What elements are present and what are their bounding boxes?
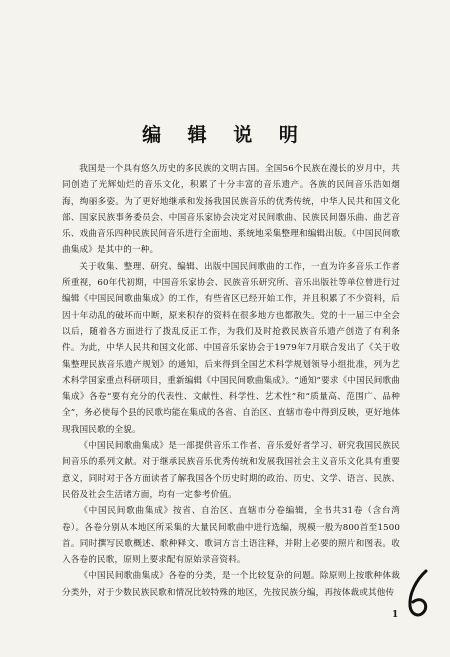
paragraph-2: 关于收集、整理、研究、编辑、出版中国民间歌曲的工作，一直为许多音乐工作者所重视，60年代初期，中国音乐家协会、民族音乐研究所、音乐出版社等单位曾进行过编辑《中国民间歌曲集成》的工作，有些省区已经开始工作，并且积累了不少资料，后因十年动乱的破坏而中断，原来积存的资料在很多地方也都散失。党的十一届三中全会以后，随着各方面进行了拨乱反正工作，为我们及时抢救民族音乐遗产创造了有利条件。为此，中华人民共和国文化部、中国音乐家协会于1979年7月联合发出了《关于收集整理民族音乐遗产规划》的通知，后来得到全国艺术科学规划领导小组批准，列为艺术科学国家重点科研项目，重新编辑《中国民间歌曲集成》。“通知”要求《中国民间歌曲集成》各卷“要有充分的代表性、文献性、科学性、艺术性”和“质量高、范围广、品种全”，务必使每个县的民歌均能在集成的各省、自治区、直辖市卷中得到反映，更好地体现我国民歌的全貌。 <box>62 261 400 435</box>
page-number: 1 <box>392 610 399 620</box>
paragraph-5: 《中国民间歌曲集成》各卷的分类，是一个比较复杂的问题。除原则上按歌种体裁分类外，对于少数民族民歌和情况比较特殊的地区，先按民族分编，再按体裁或其他传 <box>62 571 400 598</box>
handwritten-mark <box>404 568 434 620</box>
paragraph-4: 《中国民间歌曲集成》按省、自治区、直辖市分卷编辑，全书共31卷（含台湾卷）。各卷分别从本地区所采集的大量民间歌曲中进行选编，规模一般为800首至1500首。同时撰写民歌概述、歌种释文、歌词方言土语注释，并附上必要的照片和图表。收入各卷的民歌，原则上要求配有原始录音资料。 <box>62 506 400 566</box>
paragraph-3: 《中国民间歌曲集成》是一部提供音乐工作者、音乐爱好者学习、研究我国民族民间音乐的系列文献。对于继承民族音乐优秀传统和发展我国社会主义音乐文化具有重要意义，同时对于各方面读者了解我国各个历史时期的政治、历史、文学、语言、民族、民俗及社会生活诸方面，均有一定参考价值。 <box>62 441 400 500</box>
page-title: 编 辑 说 明 <box>142 124 308 146</box>
paragraph-1: 我国是一个具有悠久历史的多民族的文明古国。全国56个民族在漫长的岁月中，共同创造了光辉灿烂的音乐文化，积累了十分丰富的音乐遗产。各族的民间音乐浩如烟海，绚丽多姿。为了更好地继承和发扬我国民族音乐的优秀传统，中华人民共和国文化部、国家民族事务委员会、中国音乐家协会决定对民间歌曲、民族民间器乐曲、曲艺音乐、戏曲音乐四种民族民间音乐进行全面地、系统地采集整理和编辑出版。《中国民间歌曲集成》是其中的一种。 <box>62 164 400 256</box>
body-text <box>62 161 400 601</box>
